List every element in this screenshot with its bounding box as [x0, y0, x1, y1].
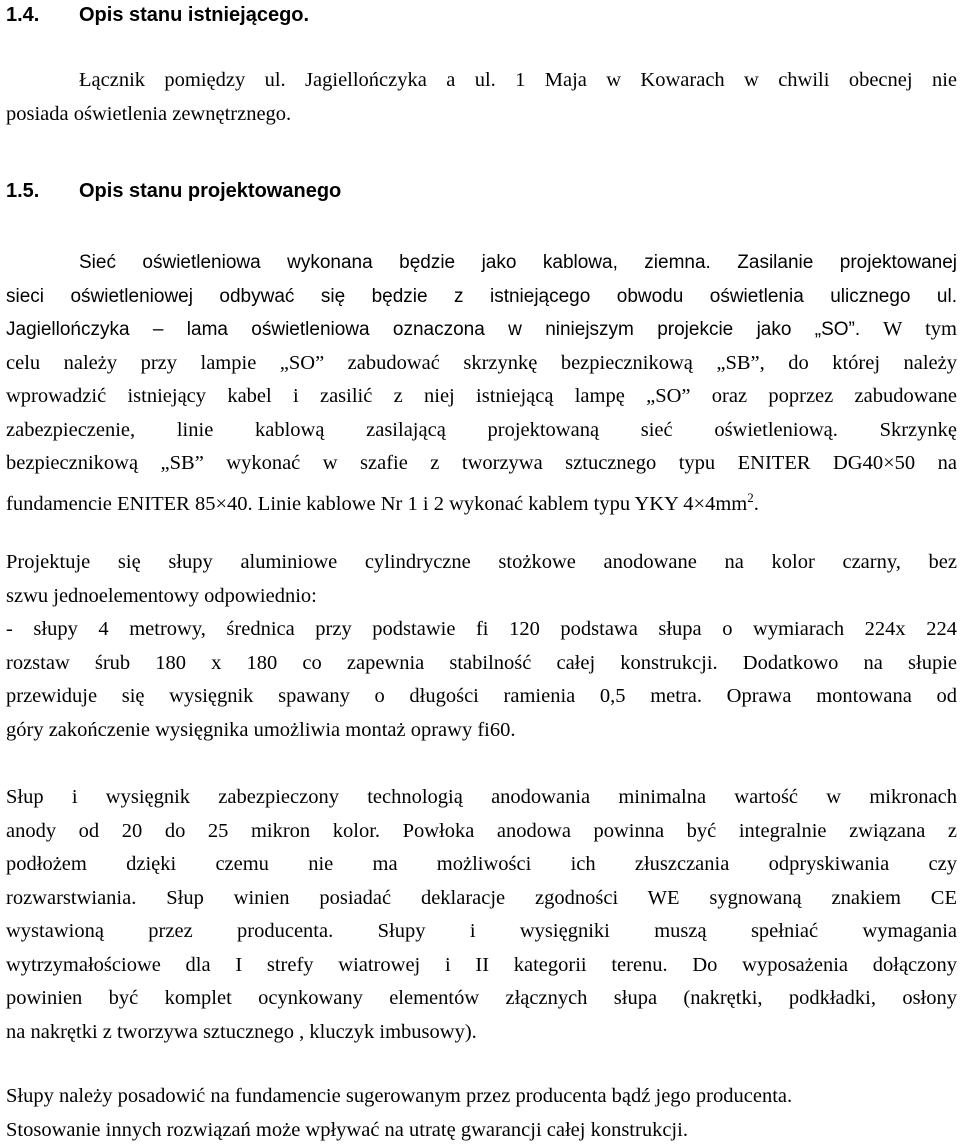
- text-segment: .: [754, 492, 759, 514]
- text-line: anody od 20 do 25 mikron kolor. Powłoka anodowa powinna być integralnie związana z: [6, 815, 957, 849]
- text-segment: fundamencie ENITER 85×40. Linie kablowe Nr 1 i 2 wykonać kablem typu YKY 4×4mm: [6, 492, 747, 514]
- text-line: Stosowanie innych rozwiązań może wpływać na utratę gwarancji całej konstrukcji.: [6, 1114, 957, 1147]
- text-segment: W tym: [860, 318, 957, 340]
- text-line: celu należy przy lampie „SO” zabudować skrzynkę bezpiecznikową „SB”, do której należy: [6, 347, 957, 381]
- text-line: [6, 481, 957, 521]
- text-line: rozwarstwiania. Słup winien posiadać deklaracje zgodności WE sygnowaną znakiem CE: [6, 882, 957, 916]
- text-line: Słup i wysięgnik zabezpieczony technologią anodowania minimalna wartość w mikronach: [6, 781, 957, 815]
- section-heading-1-4: [6, 4, 309, 27]
- section-title: Opis stanu istniejącego.: [79, 4, 309, 26]
- paragraph-projected-state: [6, 246, 957, 521]
- paragraph-anodizing: [6, 781, 957, 1049]
- text-line: wytrzymałościowe dla I strefy wiatrowej i II kategorii terenu. Do wyposażenia dołączony: [6, 949, 957, 983]
- text-line: powinien być komplet ocynkowany elementów złącznych słupa (nakrętki, podkładki, osłony: [6, 982, 957, 1016]
- text-line: Słupy należy posadowić na fundamencie sugerowanym przez producenta bądź jego producenta.: [6, 1080, 957, 1114]
- text-line: podłożem dzięki czemu nie ma możliwości ich złuszczania odpryskiwania czy: [6, 848, 957, 882]
- text-line: szwu jednoelementowy odpowiednio:: [6, 580, 957, 614]
- text-line: góry zakończenie wysięgnika umożliwia montaż oprawy fi60.: [6, 714, 957, 748]
- text-line: posiada oświetlenia zewnętrznego.: [6, 98, 957, 132]
- text-line: rozstaw śrub 180 x 180 co zapewnia stabilność całej konstrukcji. Dodatkowo na słupie: [6, 647, 957, 681]
- text-line: na nakrętki z tworzywa sztucznego , kluczyk imbusowy).: [6, 1016, 957, 1050]
- text-line-mixed: [6, 313, 957, 347]
- section-number: 1.5.: [6, 180, 79, 203]
- text-line: Sieć oświetleniowa wykonana będzie jako kablowa, ziemna. Zasilanie projektowanej: [6, 246, 957, 280]
- paragraph-existing-state: [6, 64, 957, 131]
- text-line: sieci oświetleniowej odbywać się będzie z istniejącego obwodu oświetlenia ulicznego ul.: [6, 280, 957, 314]
- text-line: Projektuje się słupy aluminiowe cylindryczne stożkowe anodowane na kolor czarny, bez: [6, 546, 957, 580]
- text-segment: Jagiellończyka – lama oświetleniowa oznaczona w niniejszym projekcie jako „SO”.: [6, 319, 860, 340]
- text-line: przewiduje się wysięgnik spawany o długości ramienia 0,5 metra. Oprawa montowana od: [6, 680, 957, 714]
- text-line: Łącznik pomiędzy ul. Jagiellończyka a ul. 1 Maja w Kowarach w chwili obecnej nie: [6, 64, 957, 98]
- paragraph-foundation: [6, 1080, 957, 1147]
- section-number: 1.4.: [6, 4, 79, 27]
- superscript: 2: [747, 490, 754, 505]
- text-line: zabezpieczenie, linie kablową zasilającą projektowaną sieć oświetleniową. Skrzynkę: [6, 414, 957, 448]
- paragraph-poles: [6, 546, 957, 747]
- text-line: bezpiecznikową „SB” wykonać w szafie z tworzywa sztucznego typu ENITER DG40×50 na: [6, 447, 957, 481]
- text-line: wprowadzić istniejący kabel i zasilić z niej istniejącą lampę „SO” oraz poprzez zabudowane: [6, 380, 957, 414]
- text-line: - słupy 4 metrowy, średnica przy podstawie fi 120 podstawa słupa o wymiarach 224x 224: [6, 613, 957, 647]
- section-title: Opis stanu projektowanego: [79, 180, 341, 202]
- text-line: wystawioną przez producenta. Słupy i wysięgniki muszą spełniać wymagania: [6, 915, 957, 949]
- section-heading-1-5: [6, 180, 341, 203]
